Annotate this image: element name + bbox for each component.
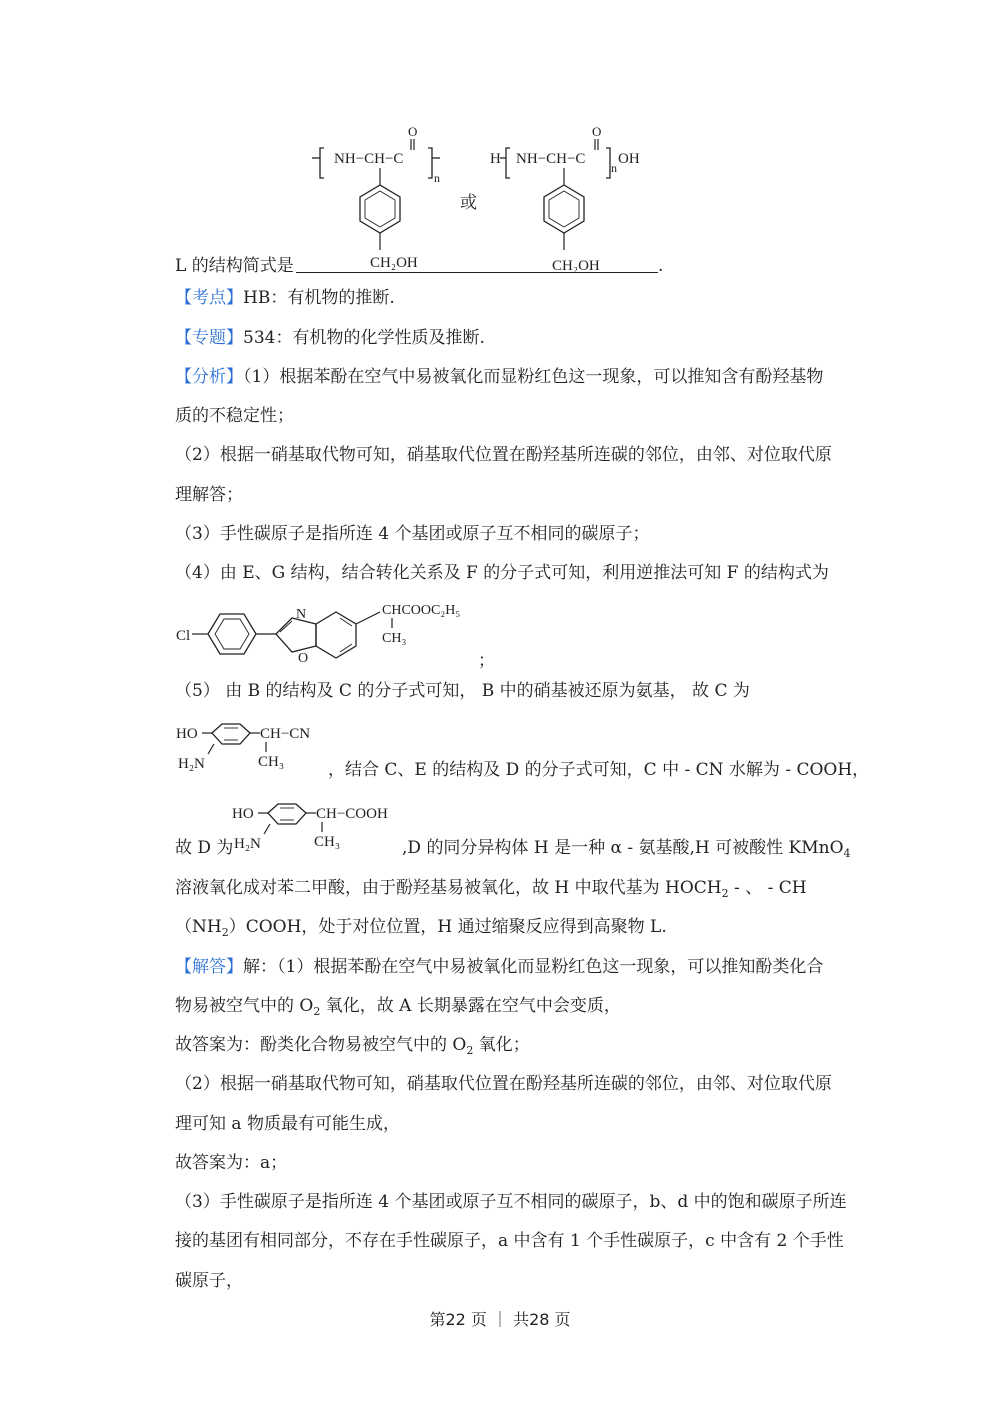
- fenxi-line-7: （5） 由 B 的结构及 C 的分子式可知， B 中的硝基被还原为氨基， 故 C 为: [175, 681, 750, 701]
- d-chain: CH−COOH: [316, 806, 388, 822]
- h-line-1a: 溶液氧化成对苯二甲酸，由于酚羟基易被氧化，故 H 中取代基为 HOCH: [175, 878, 722, 898]
- f-o: O: [298, 651, 309, 666]
- page-footer: 第22 页 ｜ 共28 页: [429, 1310, 571, 1329]
- kaodian-text: HB：有机物的推断.: [243, 288, 395, 308]
- polymer-left-n: n: [434, 171, 440, 185]
- jieda-1b-b: 氧化，故 A 长期暴露在空气中会变质，: [320, 996, 621, 1016]
- polymer-left: [312, 124, 440, 271]
- ans1-sub: 2: [466, 1044, 474, 1057]
- l-structure-label: L 的结构简式是: [175, 256, 294, 276]
- polymer-right-h: H: [490, 151, 501, 167]
- f-chain: CHCOOC₂H₅: [382, 603, 461, 618]
- d-ch3: CH₃: [314, 834, 341, 850]
- zhuanti-line: [175, 327, 855, 349]
- polymer-left-ch2oh: CH₂OH: [370, 255, 418, 271]
- d-tail: [402, 837, 851, 865]
- benzene-ring: [544, 185, 584, 233]
- h-line-1: [175, 877, 855, 905]
- polymer-right: [490, 124, 640, 274]
- polymer-right-carbonyl-o: O: [592, 124, 602, 139]
- zhuanti-tag: 【专题】: [175, 328, 243, 348]
- c-ch3: CH₃: [258, 754, 285, 770]
- jieda-line-1: [175, 956, 855, 978]
- f-structure: [170, 596, 490, 671]
- h-line-1-sub: 2: [721, 887, 729, 900]
- fenxi-line-2: 质的不稳定性；: [175, 406, 294, 426]
- c-h2n: H₂N: [178, 756, 205, 772]
- fenxi-line-4: 理解答；: [175, 485, 243, 505]
- fenxi-line-6: （4）由 E、G 结构，结合转化关系及 F 的分子式可知，利用逆推法可知 F 的结构式为: [175, 563, 829, 583]
- c-tail: ，结合 C、E 的结构及 D 的分子式可知，C 中 - CN 水解为 - COOH，: [328, 760, 870, 780]
- c-structure: [172, 716, 332, 776]
- fenxi-line-5: （3）手性碳原子是指所连 4 个基团或原子互不相同的碳原子；: [175, 524, 650, 544]
- polymer-left-backbone: NH−CH−C: [334, 151, 404, 167]
- or-label: 或: [460, 193, 477, 212]
- fenxi-tag: 【分析】: [175, 367, 243, 387]
- d-ho: HO: [232, 806, 254, 822]
- jieda-line-4: 理可知 a 物质最有可能生成，: [175, 1114, 400, 1134]
- benzo-ring: [316, 612, 356, 658]
- f-ch3: CH₃: [382, 631, 407, 646]
- h-line-1b: - 、 - CH: [728, 878, 807, 898]
- c-ho: HO: [176, 726, 198, 742]
- polymer-left-carbonyl-o: O: [408, 124, 418, 139]
- zhuanti-text: 534：有机物的化学性质及推断.: [243, 328, 485, 348]
- h-line-2a: （NH: [175, 917, 222, 937]
- c-chain: CH−CN: [260, 726, 311, 742]
- f-n: N: [296, 607, 307, 622]
- fenxi-line-3: （2）根据一硝基取代物可知，硝基取代位置在酚羟基所连碳的邻位，由邻、对位取代原: [175, 445, 832, 465]
- polymer-right-ch2oh: CH₂OH: [552, 258, 600, 274]
- fenxi-line-1: [175, 366, 855, 388]
- polymer-structures: [300, 120, 660, 275]
- fenxi-text-1a: （1）根据苯酚在空气中易被氧化而显粉红色这一现象，可以推知含有酚羟基物: [243, 367, 824, 387]
- polymer-right-n: n: [611, 161, 617, 175]
- l-structure-line: [175, 255, 855, 277]
- h-line-2: [175, 916, 855, 944]
- d-benzene: [268, 804, 306, 824]
- jieda-line-3: （2）根据一硝基取代物可知，硝基取代位置在酚羟基所连碳的邻位，由邻、对位取代原: [175, 1074, 832, 1094]
- f-cl: Cl: [176, 628, 191, 644]
- answer-1: [175, 1034, 855, 1062]
- oxazole-ring: [276, 618, 316, 652]
- h-line-2b: ）COOH，处于对位位置，H 通过缩聚反应得到高聚物 L.: [228, 917, 667, 937]
- jieda-line-7: 碳原子，: [175, 1271, 243, 1291]
- d-structure: [228, 796, 408, 856]
- d-head: 故 D 为: [175, 838, 234, 858]
- jieda-line-6: 接的基团有相同部分，不存在手性碳原子，a 中含有 1 个手性碳原子，c 中含有 2 个手性: [175, 1231, 844, 1251]
- jieda-1b-sub: 2: [313, 1005, 321, 1018]
- f-semicolon: ；: [478, 651, 495, 671]
- c-benzene: [212, 724, 250, 744]
- answer-2: 故答案为：a；: [175, 1153, 288, 1173]
- ans1-a: 故答案为：酚类化合物易被空气中的 O: [175, 1035, 467, 1055]
- d-h2n: H₂N: [234, 836, 261, 852]
- polymer-right-backbone: NH−CH−C: [516, 151, 586, 167]
- kaodian-tag: 【考点】: [175, 288, 243, 308]
- jieda-1b-a: 物易被空气中的 O: [175, 996, 314, 1016]
- d-tail-text: ,D 的同分异构体 H 是一种 α - 氨基酸,H 可被酸性 KMnO: [402, 838, 844, 858]
- jieda-text-1a: 解：（1）根据苯酚在空气中易被氧化而显粉红色这一现象，可以推知酚类化合: [243, 957, 824, 977]
- kaodian-line: [175, 287, 855, 309]
- l-structure-end: .: [658, 256, 664, 276]
- jieda-line-5: （3）手性碳原子是指所连 4 个基团或原子互不相同的碳原子，b、d 中的饱和碳原子所连: [175, 1192, 847, 1212]
- benzene-ring: [360, 185, 400, 233]
- jieda-tag: 【解答】: [175, 957, 243, 977]
- h-line-2-sub: 2: [221, 926, 229, 939]
- polymer-right-oh: OH: [618, 151, 640, 167]
- d-tail-sub: 4: [843, 847, 851, 860]
- ans1-b: 氧化；: [473, 1035, 530, 1055]
- jieda-line-2: [175, 995, 855, 1023]
- right-bracket: [428, 148, 432, 178]
- answer-blank: [296, 272, 658, 273]
- left-bracket: [320, 148, 324, 178]
